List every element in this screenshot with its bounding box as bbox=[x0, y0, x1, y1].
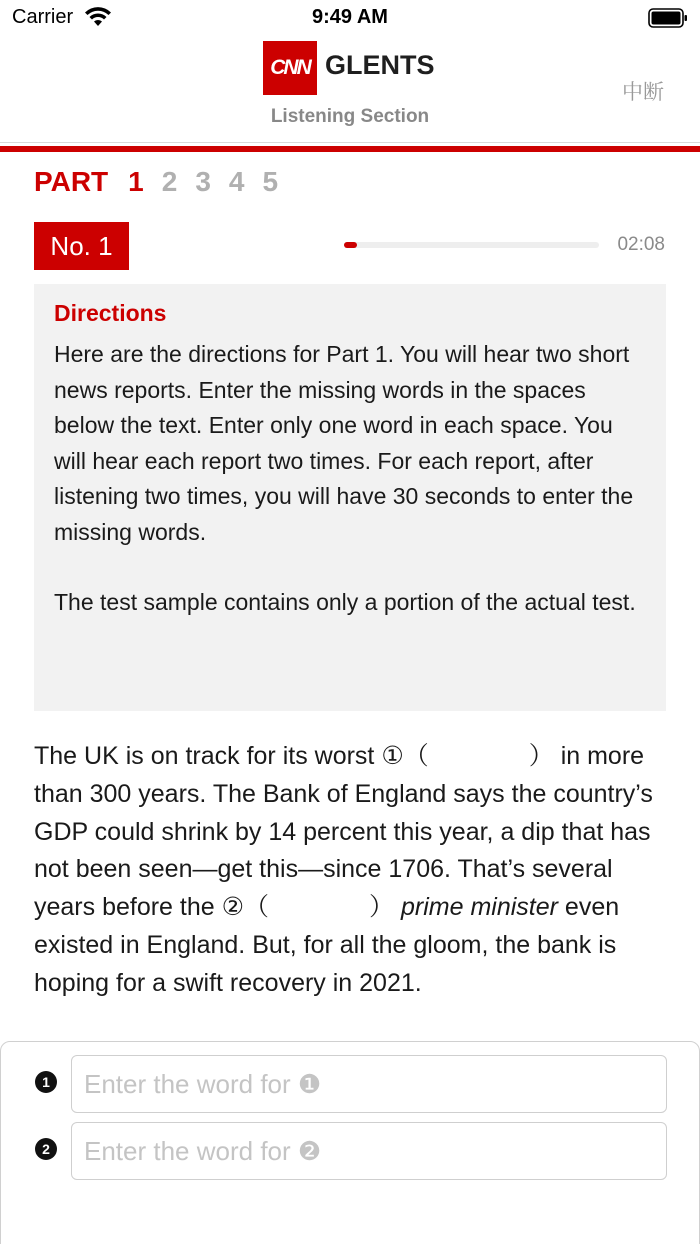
logo-text: CNN bbox=[270, 56, 310, 79]
status-bar bbox=[0, 0, 700, 36]
answer-number-1: 1 bbox=[35, 1071, 57, 1093]
part-tab-3[interactable]: 3 bbox=[195, 166, 211, 197]
header-divider bbox=[0, 142, 700, 143]
passage-segment: even existed in England. But, for all the gloom, the bank is hoping for a swift recovery in 2021. bbox=[34, 893, 620, 997]
answer-row-1 bbox=[35, 1055, 667, 1113]
app-header bbox=[0, 36, 700, 146]
part-tab-2[interactable]: 2 bbox=[161, 166, 178, 197]
part-tab-4[interactable]: 4 bbox=[228, 166, 245, 197]
answer-panel bbox=[0, 1041, 700, 1244]
blank-2: ②（ ） bbox=[221, 893, 395, 922]
answer-input-2[interactable] bbox=[71, 1122, 667, 1180]
directions-paragraph-1: Here are the directions for Part 1. You will hear two short news reports. Enter the missing words in the spaces below the text. Enter only one word in each space. You will hear each report two times. For each report, after listening two times, you will have 30 seconds to enter the missing words. bbox=[54, 341, 634, 545]
audio-timer: 02:08 bbox=[617, 234, 665, 255]
answer-input-1[interactable] bbox=[71, 1055, 667, 1113]
directions-paragraph-2: The test sample contains only a portion of the actual test. bbox=[54, 589, 636, 615]
audio-progress-bar bbox=[344, 242, 599, 248]
cnn-logo bbox=[263, 41, 317, 95]
passage-segment: in more than 300 years. The Bank of England says the country’s GDP could shrink by 14 percent this year, a dip that has not been seen—get this—since 1706. That’s several years before the bbox=[34, 742, 653, 922]
question-number-badge: No. 1 bbox=[34, 222, 129, 270]
passage-italic: prime minister bbox=[394, 893, 558, 922]
audio-progress-fill bbox=[344, 242, 357, 248]
directions-box bbox=[34, 284, 666, 711]
app-title: GLENTS bbox=[325, 50, 435, 80]
answer-number-2: 2 bbox=[35, 1138, 57, 1160]
blank-1: ①（ ） bbox=[381, 742, 554, 770]
battery-icon bbox=[648, 8, 688, 28]
part-tab-1[interactable]: 1 bbox=[128, 166, 144, 197]
part-nav bbox=[34, 166, 296, 206]
carrier-label: Carrier bbox=[12, 6, 74, 28]
passage-segment: The UK is on track for its worst bbox=[34, 742, 382, 770]
section-title: Listening Section bbox=[270, 106, 430, 127]
passage-text bbox=[34, 738, 674, 1003]
clock: 9:49 AM bbox=[312, 6, 388, 28]
answer-row-2 bbox=[35, 1122, 667, 1180]
directions-title: Directions bbox=[54, 300, 167, 326]
part-tab-5[interactable]: 5 bbox=[262, 166, 279, 197]
part-label: PART bbox=[34, 166, 109, 197]
interrupt-button[interactable]: 中断 bbox=[622, 80, 664, 104]
accent-divider bbox=[0, 146, 700, 152]
